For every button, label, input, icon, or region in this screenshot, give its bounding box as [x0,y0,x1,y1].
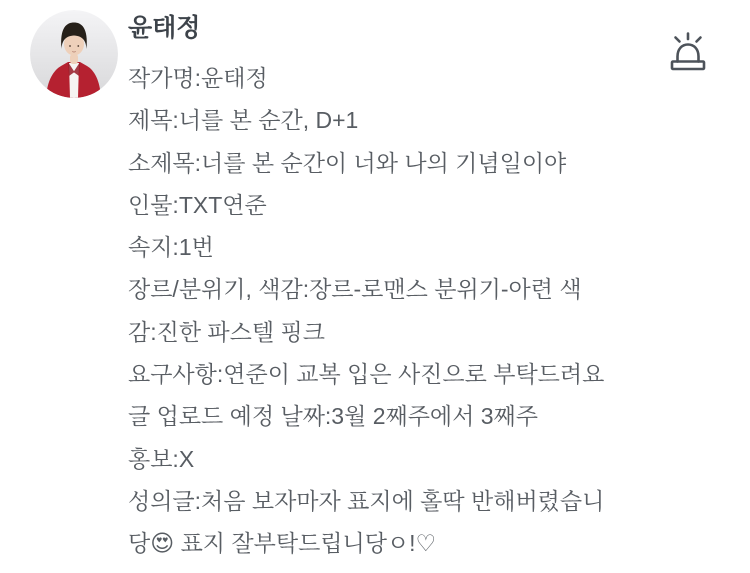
post-content [128,15,738,565]
post-line: 장르/분위기, 색감:장르-로맨스 분위기-아련 색 [128,276,582,303]
post-line: 제목:너를 본 순간, D+1 [128,107,359,134]
post-line: 속지:1번 [128,234,214,261]
siren-report-button[interactable] [669,31,707,73]
post-line: 소제목:너를 본 순간이 너와 나의 기념일이야 [128,149,567,176]
post-body [128,57,738,565]
post-line: 감:진한 파스텔 핑크 [128,318,325,345]
post-line: 글 업로드 예정 날짜:3월 2째주에서 3째주 [128,403,538,430]
post-line: 요구사항:연준이 교복 입은 사진으로 부탁드려요 [128,361,605,388]
post-line: 성의글:처음 보자마자 표지에 홀딱 반해버렸습니 [128,487,605,514]
post-line: 인물:TXT연준 [128,191,267,218]
siren-icon [669,31,707,73]
post-line: 작가명:윤태정 [128,65,268,91]
post-line: 홍보:X [128,445,195,472]
author-name: 윤태정 [128,14,201,42]
avatar[interactable] [30,10,118,98]
avatar-image [30,10,118,98]
post-line: 당😍 표지 잘부탁드립니당ㅇ!♡ [128,530,437,557]
